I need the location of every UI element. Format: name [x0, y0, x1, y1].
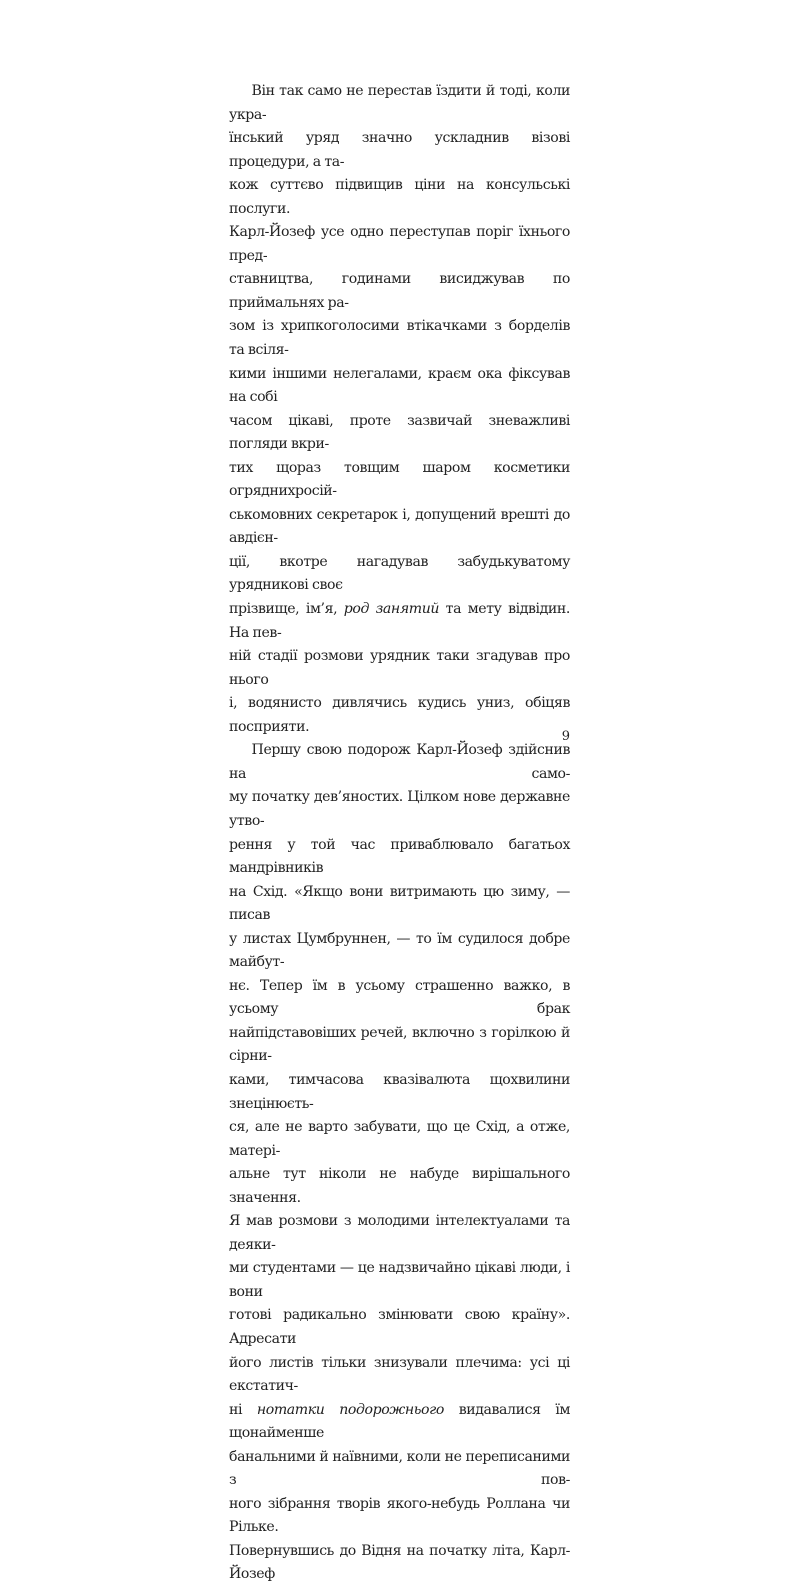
text-segment: му початку дев’яностих. Цілком нове державне утво- — [229, 789, 570, 829]
text-segment: часом цікаві, проте зазвичай зневажливі погляди вкри- — [229, 412, 570, 453]
text-segment: ками, тимчасова квазівалюта щохвилини знецінюєть- — [229, 1071, 570, 1112]
text-segment: ми студентами — це надзвичайно цікаві люди, і вони — [229, 1260, 570, 1300]
text-segment: тих щораз товщим шаром косметики огряднихросій- — [229, 459, 570, 500]
text-segment: кож суттєво підвищив ціни на консульські послуги. — [229, 177, 570, 217]
paragraph-1 — [229, 80, 570, 739]
text-segment: Він так само не перестав їздити й тоді, коли укра- — [229, 83, 570, 123]
text-segment: їнський уряд значно ускладнив візові процедури, а та- — [229, 130, 570, 170]
text-segment: у листах Цумбруннен, — то їм судилося добре майбут- — [229, 930, 570, 971]
text-segment: і, водянисто дивлячись кудись униз, обіцяв посприяти. — [229, 695, 570, 735]
text-segment: ного зібрання творів якого-небудь Роллана чи Рільке. — [229, 1495, 570, 1536]
body-text — [229, 80, 570, 1587]
text-segment: ставництва, годинами висиджував по приймальнях ра- — [229, 271, 570, 311]
text-segment: Я мав розмови з молодими інтелектуалами та деяки- — [229, 1213, 570, 1253]
text-segment: зом із хрипкоголосими втікачками з борделів та всіля- — [229, 318, 570, 359]
text-segment: банальними й наївними, коли не переписаними з пов- — [229, 1448, 570, 1489]
text-segment: ськомовних секретарок і, допущений врешті до авдієн- — [229, 506, 570, 547]
text-segment: видавалися їм щонайменше — [229, 1401, 571, 1442]
text-segment: Повернувшись до Відня на початку літа, Карл-Йозеф — [229, 1542, 570, 1583]
text-segment: готові радикально змінювати свою країну». Адресати — [229, 1307, 570, 1347]
text-segment: альне тут ніколи не набуде вирішального значення. — [229, 1166, 570, 1206]
text-segment: рення у той час приваблювало багатьох мандрівників — [229, 836, 570, 877]
text-segment: найпідставовіших речей, включно з горілкою й сірни- — [229, 1024, 570, 1065]
text-segment: та мету відвідин. На пев- — [229, 601, 570, 641]
text-segment: ній стадії розмови урядник таки згадував про нього — [229, 648, 570, 688]
text-segment: ції, вкотре нагадував забудькуватому урядникові своє — [229, 553, 570, 594]
text-segment: ні — [229, 1401, 257, 1418]
text-segment: його листів тільки знизували плечима: усі ці екстатич- — [229, 1354, 570, 1395]
page-number: 9 — [561, 729, 570, 744]
text-segment: Карл-Йозеф усе одно переступав поріг їхнього пред- — [229, 224, 570, 264]
paragraph-2 — [229, 739, 570, 1587]
italic-phrase: нотатки подорожнього — [256, 1401, 444, 1418]
text-segment: на Схід. «Якщо вони витримають цю зиму, — писав — [229, 883, 570, 924]
italic-phrase: род занятий — [343, 601, 440, 618]
text-segment: кими іншими нелегалами, краєм ока фіксував на собі — [229, 365, 570, 406]
text-segment: нє. Тепер їм в усьому страшенно важко, в усьому брак — [229, 977, 570, 1018]
text-segment: ся, але не варто забувати, що це Схід, а отже, матері- — [229, 1119, 570, 1159]
text-segment: прізвище, ім’я, — [229, 601, 344, 618]
text-segment: Першу свою подорож Карл-Йозеф здійснив на само- — [229, 742, 570, 782]
